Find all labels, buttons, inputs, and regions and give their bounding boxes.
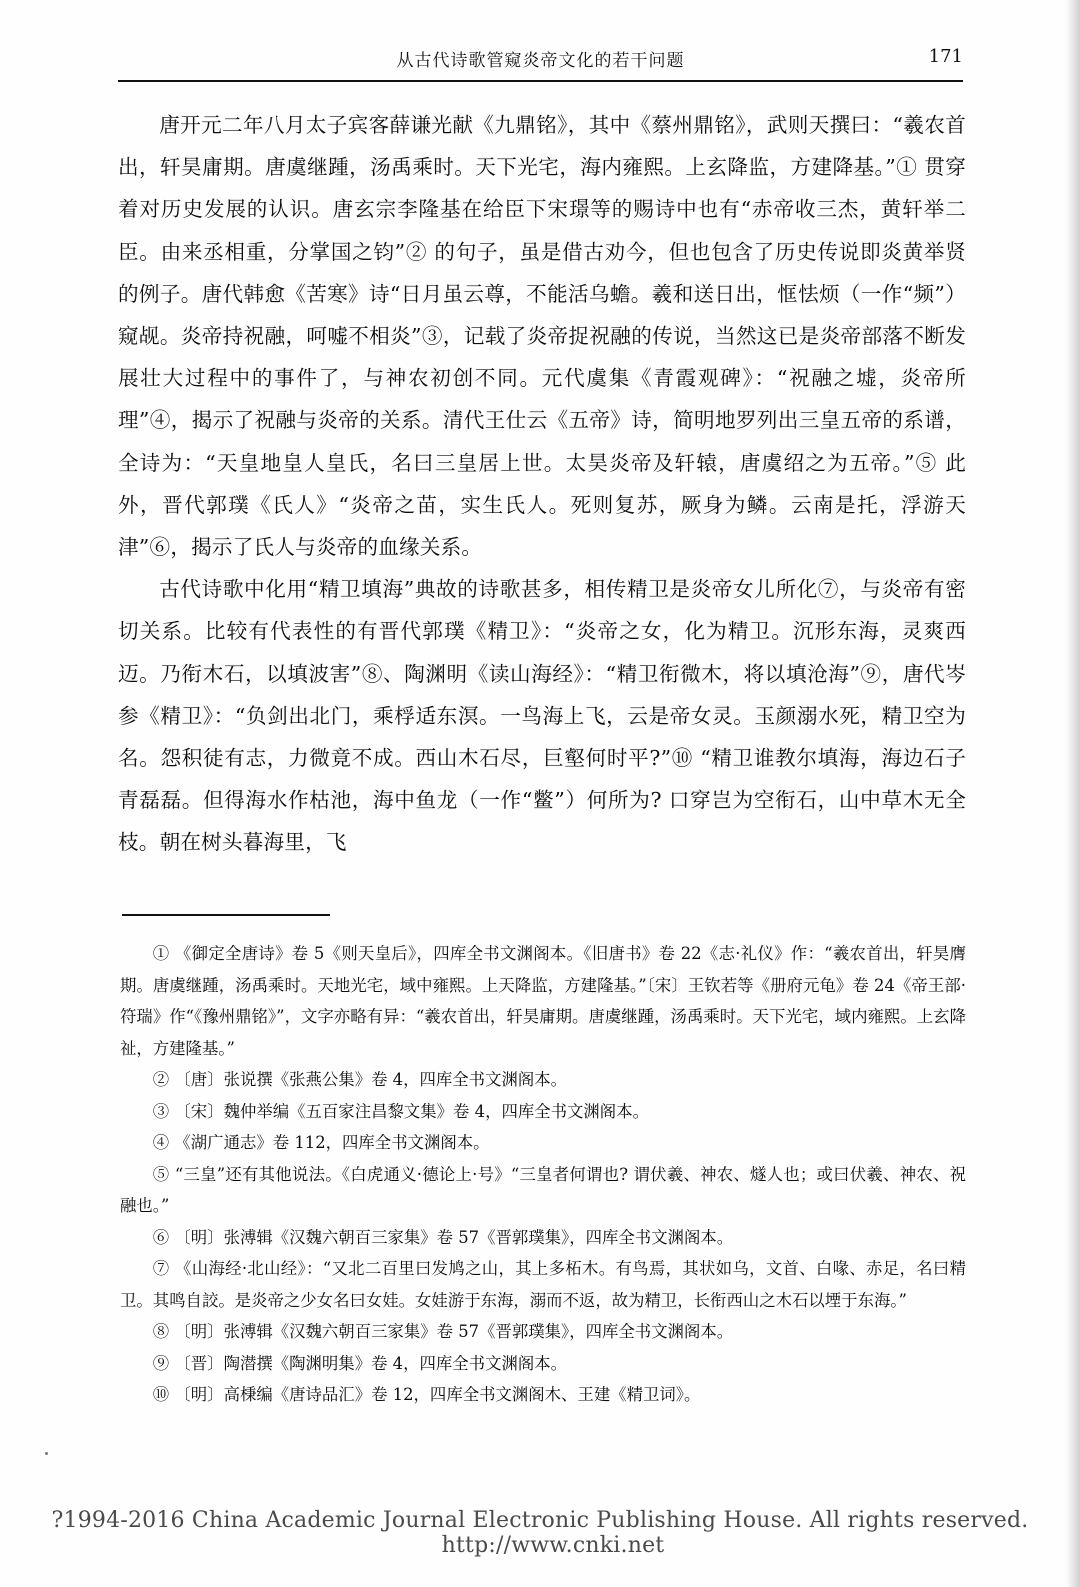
- body-paragraph-1: 唐开元二年八月太子宾客薛谦光献《九鼎铭》，其中《蔡州鼎铭》，武则天撰曰：“羲农首出，轩昊庸期。唐虞继踵，汤禹乘时。天下光宅，海内雍熙。上玄降监，方建降基。”① 贯穿着对历史发展的认识。唐玄宗李隆基在给臣下宋璟等的赐诗中也有“赤帝收三杰，黄轩举二臣。由来丞相重，分掌国之钧”② 的句子，虽是借古劝今，但也包含了历史传说即炎黄举贤的例子。唐代韩愈《苦寒》诗“日月虽云尊，不能活乌蟾。羲和送日出，恇怯烦（一作“频”）窥觇。炎帝持祝融，呵嘘不相炎”③，记载了炎帝捉祝融的传说，当然这已是炎帝部落不断发展壮大过程中的事件了，与神农初创不同。元代虞集《青霞观碑》：“祝融之墟，炎帝所理”④，揭示了祝融与炎帝的关系。清代王仕云《五帝》诗，简明地罗列出三皇五帝的系谱，全诗为：“天皇地皇人皇氏，名曰三皇居上世。太昊炎帝及轩辕，唐虞绍之为五帝。”⑤ 此外，晋代郭璞《氏人》“炎帝之苗，实生氏人。死则复苏，厥身为鳞。云南是托，浮游天津”⑥，揭示了氏人与炎帝的血缘关系。: [118, 113, 966, 560]
- publisher-url: http://www.cnki.net: [441, 1533, 665, 1558]
- body-text: [118, 104, 966, 864]
- footnote-item: ⑧ 〔明〕张溥辑《汉魏六朝百三家集》卷 57《晋郭璞集》，四库全书文渊阁本。: [152, 1322, 734, 1341]
- page-footer: [0, 1508, 1080, 1558]
- footnote-divider: [122, 914, 330, 916]
- footnote-item: ① 《御定全唐诗》卷 5《则天皇后》，四库全书文渊阁本。《旧唐书》卷 22《志·礼仪》作：“羲农首出，轩昊膺期。唐虞继踵，汤禹乘时。天地光宅，域中雍熙。上天降监，方建隆基。”〔宋〕王钦若等《册府元龟》卷 24《帝王部·符瑞》作“《豫州鼎铭》”，文字亦略有异：“羲农首出，轩昊庸期。唐虞继踵，汤禹乘时。天下光宅，域内雍熙。上玄降祉，方建隆基。”: [120, 944, 966, 1058]
- footnote-item: ⑩ 〔明〕高棅编《唐诗品汇》卷 12，四库全书文渊阁木、王建《精卫词》。: [152, 1385, 701, 1404]
- footnote-item: ③ 〔宋〕魏仲举编《五百家注昌黎文集》卷 4，四库全书文渊阁本。: [152, 1101, 649, 1121]
- page-number: 171: [928, 46, 963, 67]
- running-head-title: 从古代诗歌管窥炎帝文化的若干问题: [396, 51, 685, 71]
- body-paragraph-2: 古代诗歌中化用“精卫填海”典故的诗歌甚多，相传精卫是炎帝女儿所化⑦，与炎帝有密切关系。比较有代表性的有晋代郭璞《精卫》：“炎帝之女，化为精卫。沉形东海，灵爽西迈。乃衔木石，以填波害”⑧、陶渊明《读山海经》：“精卫衔微木，将以填沧海”⑨，唐代岑参《精卫》：“负剑出北门，乘桴适东溟。一鸟海上飞，云是帝女灵。玉颜溺水死，精卫空为名。怨积徒有志，力微竟不成。西山木石尽，巨壑何时平?”⑩ “精卫谁教尔填海，海边石子青磊磊。但得海水作枯池，海中鱼龙（一作“鳖”）何所为? 口穿岂为空衔石，山中草木无全枝。朝在树头暮海里，飞: [118, 577, 966, 855]
- page-header: [118, 46, 963, 71]
- header-divider: [118, 80, 963, 82]
- footnote-item: ⑤ “三皇”还有其他说法。《白虎通义·德论上·号》“三皇者何谓也? 谓伏羲、神农、燧人也；或曰伏羲、神农、祝融也。”: [120, 1164, 966, 1215]
- footnote-item: ⑦ 《山海经·北山经》：“又北二百里曰发鸠之山，其上多柘木。有鸟焉，其状如乌，文首、白喙、赤足，名曰精卫。其鸣自詨。是炎帝之少女名曰女娃。女娃游于东海，溺而不返，故为精卫，长衔西山之木石以堙于东海。”: [120, 1259, 966, 1310]
- footnote-item: ⑥ 〔明〕张溥辑《汉魏六朝百三家集》卷 57《晋郭璞集》，四库全书文渊阁本。: [152, 1227, 734, 1247]
- footnote-item: ② 〔唐〕张说撰《张燕公集》卷 4，四库全书文渊阁本。: [152, 1070, 568, 1089]
- scan-edge-shadow: [1066, 0, 1080, 1587]
- footnote-item: ④ 《湖广通志》卷 112，四库全书文渊阁本。: [152, 1133, 490, 1152]
- copyright-text: ?1994-2016 China Academic Journal Electronic Publishing House. All rights reserved.: [51, 1508, 1029, 1533]
- footnote-item: ⑨ 〔晋〕陶潜撰《陶渊明集》卷 4，四库全书文渊阁本。: [152, 1353, 568, 1373]
- scan-speck: [45, 1452, 48, 1455]
- footnote-list: [120, 938, 966, 1411]
